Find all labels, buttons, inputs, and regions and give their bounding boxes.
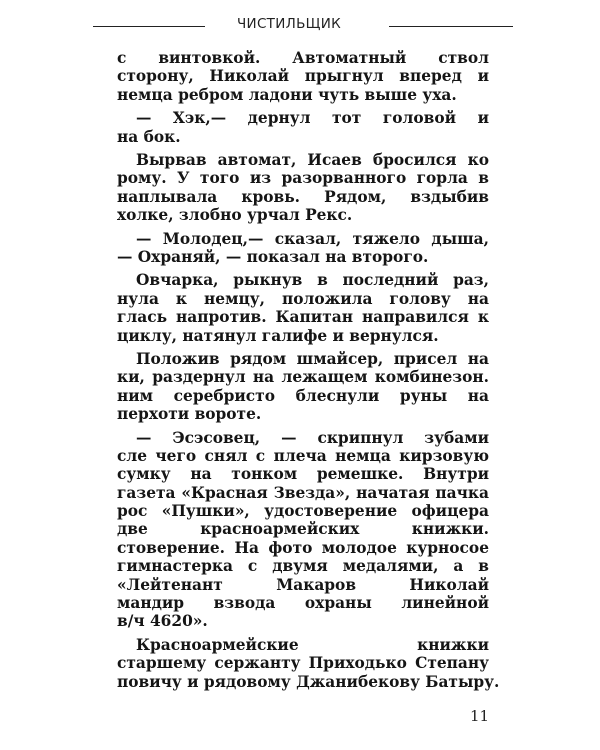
text-line: Красноармейские книжки [136, 635, 489, 654]
text-line: немца ребром ладони чуть выше уха. [117, 85, 457, 104]
paragraph [117, 151, 489, 225]
paragraph [117, 429, 489, 631]
text-line: сторону, Николай прыгнул вперед и [117, 67, 489, 86]
running-title: ЧИСТИЛЬЩИК [237, 16, 341, 32]
text-line: в/ч 4620». [117, 612, 208, 631]
text-line: газета «Красная Звезда», начатая пачка [117, 483, 489, 502]
text-line: ки, раздернул на лежащем комбинезон. [117, 368, 489, 387]
text-line: сумку на тонком ремешке. Внутри [117, 465, 489, 484]
text-line: мандир взвода охраны линейной [117, 594, 489, 613]
text-line: Вырвав автомат, Исаев бросился ко [136, 150, 489, 169]
page-body [117, 49, 500, 696]
text-line: гимнастерка с двумя медалями, а в [117, 557, 489, 576]
text-line: две красноармейских книжки. [117, 520, 489, 539]
page-number: 11 [470, 707, 490, 725]
text-line: — Молодец,— сказал, тяжело дыша, [136, 229, 489, 248]
text-line: Овчарка, рыкнув в последний раз, [136, 271, 489, 290]
text-line: холке, злобно урчал Рекс. [117, 206, 353, 225]
text-line: стоверение. На фото молодое курносое [117, 538, 489, 557]
text-line: повичу и рядовому Джанибекову Батыру. [117, 672, 500, 691]
paragraph [117, 230, 489, 267]
text-line: циклу, натянул галифе и вернулся. [117, 326, 439, 345]
header-rule-left [93, 26, 205, 27]
paragraph [117, 109, 489, 146]
text-line: — Эсэсовец, — скрипнул зубами [136, 428, 489, 447]
paragraph [117, 49, 489, 104]
text-line: рому. У того из разорванного горла в [117, 169, 489, 188]
text-line: — Охраняй, — показал на второго. [117, 247, 429, 266]
text-line: наплывала кровь. Рядом, вздыбив [117, 187, 489, 206]
text-line: с винтовкой. Автоматный ствол [117, 49, 489, 67]
paragraph [117, 350, 489, 424]
paragraph [117, 271, 489, 345]
text-line: сле чего снял с плеча немца кирзовую [117, 446, 489, 465]
paragraph [117, 635, 500, 691]
text-line: глась напротив. Капитан направился к [117, 308, 489, 327]
text-line: нула к немцу, положила голову на [117, 289, 489, 308]
text-line: рос «Пушки», удостоверение офицера [117, 502, 489, 521]
text-line: «Лейтенант Макаров Николай [117, 575, 489, 594]
text-line: старшему сержанту Приходько Степану [117, 654, 489, 673]
text-line: — Хэк,— дернул тот головой и [136, 109, 489, 128]
text-line: ним серебристо блеснули руны на [117, 386, 489, 405]
header-rule-right [389, 26, 513, 27]
text-line: перхоти вороте. [117, 405, 262, 424]
text-line: на бок. [117, 127, 181, 146]
running-header [93, 12, 513, 38]
text-line: Положив рядом шмайсер, присел на [136, 349, 489, 368]
